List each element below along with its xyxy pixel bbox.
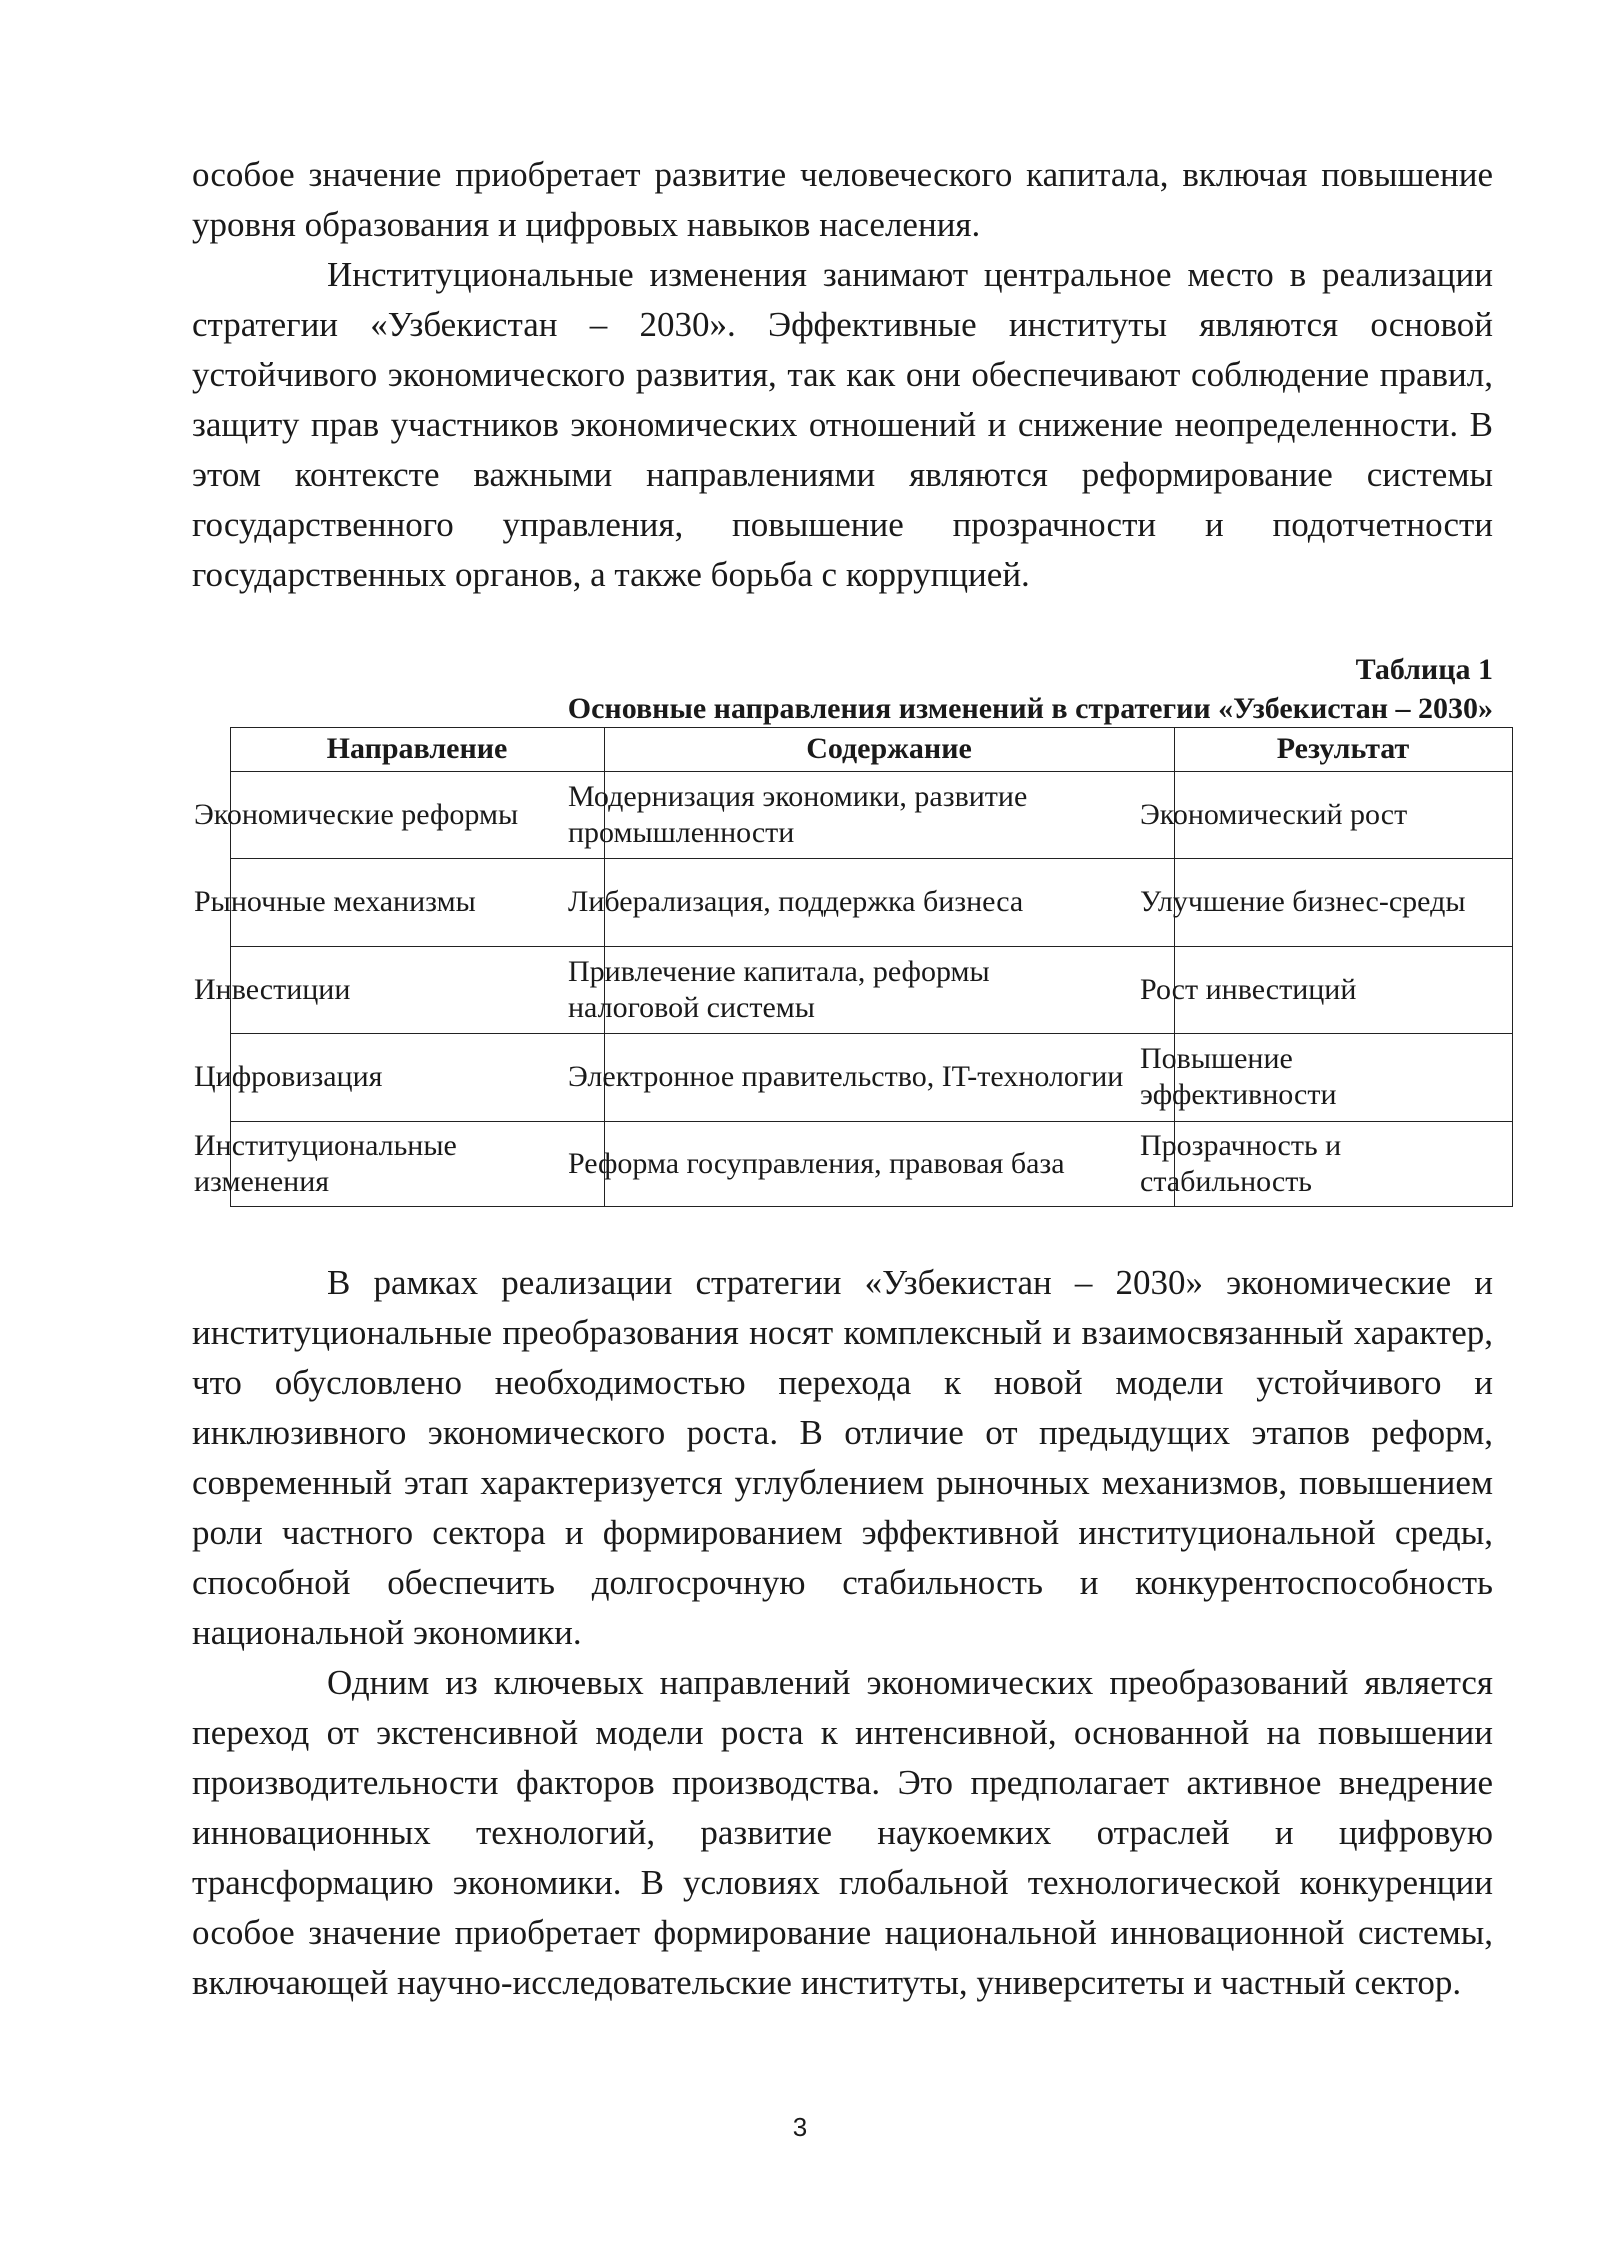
paragraph-institutional-changes: Институциональные изменения занимают центральное место в реализации стратегии «Узбекистан – 2030». Эффективные институты являются основой устойчивого экономического развития, так как они обеспечивают соблюдение правил, защиту прав участников экономических отношений и снижение неопределенности. В этом контексте важными направлениями являются реформирование системы государственного управления, повышение прозрачности и подотчетности государственных органов, а также борьба с коррупцией. bbox=[192, 255, 1493, 594]
table-header-direction: Направление bbox=[326, 732, 508, 765]
table-header-content: Содержание bbox=[806, 732, 972, 765]
table-cell: Электронное правительство, IT-технологии bbox=[568, 1060, 1124, 1093]
table-cell: Цифровизация bbox=[194, 1060, 383, 1093]
table-cell: Инвестиции bbox=[194, 972, 351, 1006]
table-cell: Модернизация экономики, развитие промышленности bbox=[568, 779, 1028, 849]
table-title: Основные направления изменений в стратегии «Узбекистан – 2030» bbox=[567, 692, 1493, 725]
paragraph-continuation: особое значение приобретает развитие человеческого капитала, включая повышение уровня образования и цифровых навыков населения. bbox=[192, 155, 1493, 244]
table-cell: Рост инвестиций bbox=[1140, 972, 1357, 1006]
table-cell: Привлечение капитала, реформы налоговой системы bbox=[568, 954, 990, 1024]
table-cell: Реформа госуправления, правовая база bbox=[568, 1147, 1065, 1180]
table-header-result: Результат bbox=[1276, 732, 1410, 765]
table-cell: Экономический рост bbox=[1140, 797, 1408, 831]
table-cell: Прозрачность и стабильность bbox=[1140, 1129, 1342, 1198]
table-border-right bbox=[1512, 727, 1513, 1207]
body-text-bottom bbox=[192, 1258, 1493, 2008]
table-cell: Рыночные механизмы bbox=[194, 885, 476, 918]
page-number: 3 bbox=[792, 2112, 808, 2142]
paragraph-reforms: В рамках реализации стратегии «Узбекистан – 2030» экономические и институциональные преобразования носят комплексный и взаимосвязанный характер, что обусловлено необходимостью перехода к новой модели устойчивого и инклюзивного экономического роста. В отличие от предыдущих этапов реформ, современный этап характеризуется углублением рыночных механизмов, повышением роли частного сектора и формированием эффективной институциональной среды, способной обеспечить долгосрочную стабильность и конкурентоспособность национальной экономики. bbox=[192, 1263, 1493, 1652]
table-cell: Экономические реформы bbox=[194, 797, 519, 831]
table-cell: Либерализация, поддержка бизнеса bbox=[568, 885, 1024, 918]
paragraph-growth-model: Одним из ключевых направлений экономических преобразований является переход от экстенсивной модели роста к интенсивной, основанной на повышении производительности факторов производства. Это предполагает активное внедрение инновационных технологий, развитие наукоемких отраслей и цифровую трансформацию экономики. В условиях глобальной технологической конкуренции особое значение приобретает формирование национальной инновационной системы, включающей научно-исследовательские институты, университеты и частный сектор. bbox=[192, 1663, 1493, 2002]
table-number: Таблица 1 bbox=[1355, 653, 1493, 686]
table-cell: Повышение эффективности bbox=[1140, 1042, 1337, 1111]
table-cell: Институциональные изменения bbox=[194, 1129, 457, 1198]
body-text-top bbox=[192, 150, 1493, 600]
table-cell: Улучшение бизнес-среды bbox=[1140, 885, 1466, 918]
